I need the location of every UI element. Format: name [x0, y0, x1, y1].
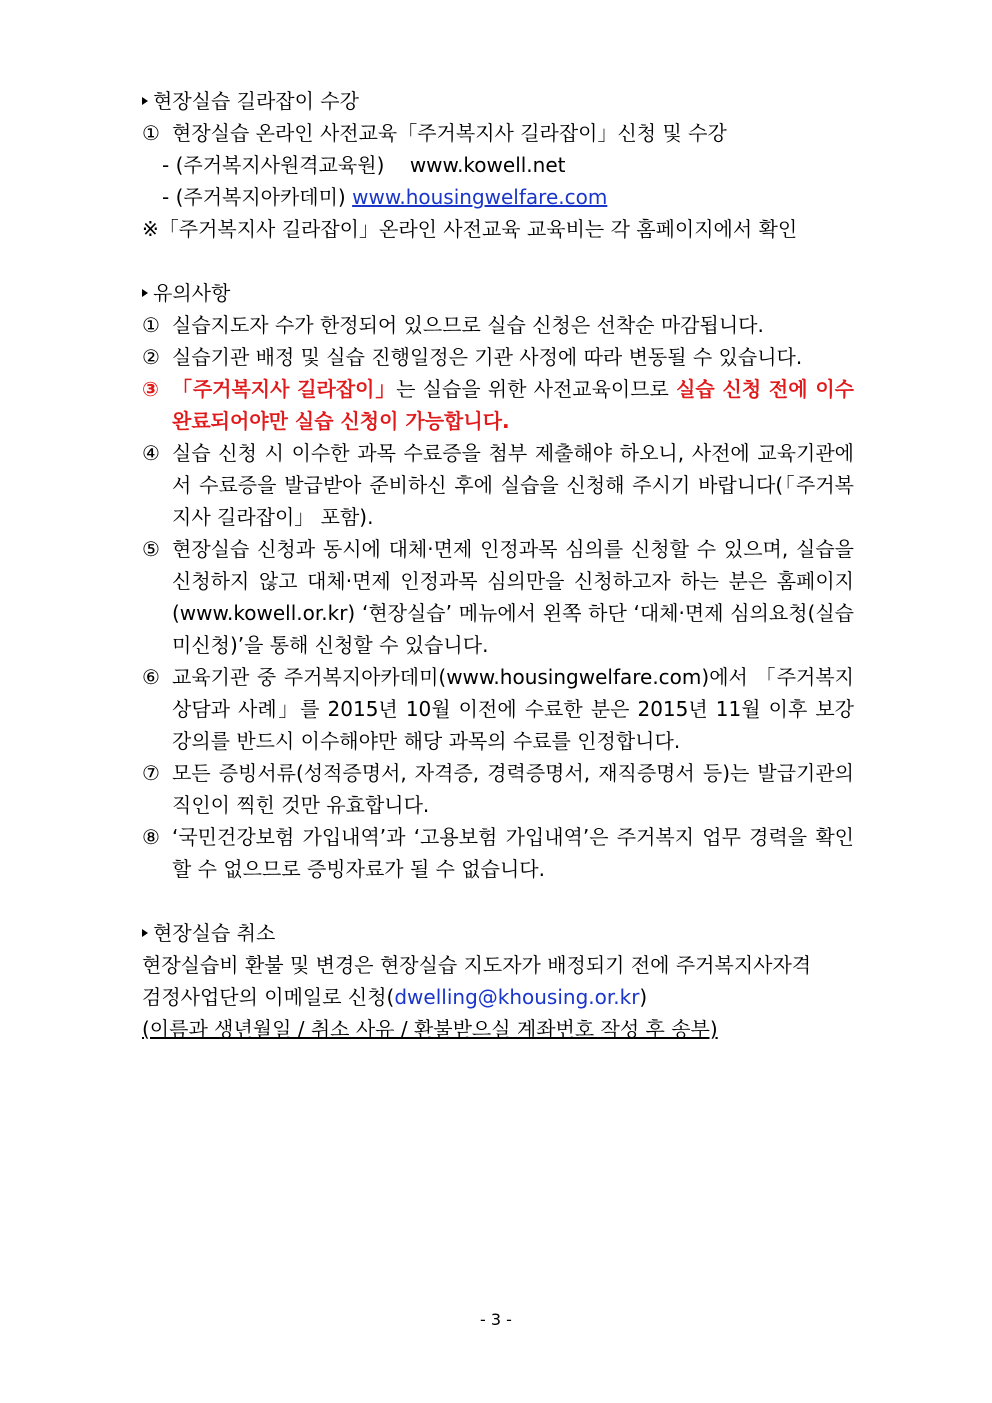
item-number: ① — [142, 313, 160, 337]
list-item — [142, 821, 854, 885]
cancel-text: 현장실습비 환불 및 변경은 현장실습 지도자가 배정되기 전에 주거복지사자격 — [142, 953, 812, 977]
cancel-contact — [142, 981, 854, 1013]
item-text: 현장실습 온라인 사전교육「주거복지사 길라잡이」신청 및 수강 — [172, 121, 727, 145]
list-item — [142, 661, 854, 757]
provider-link[interactable]: www.kowell.net — [409, 153, 566, 177]
warning-text-red: 실습 신청 전에 이수 완료되어야만 실습 신청이 가능합니다. — [172, 377, 854, 433]
provider-line — [142, 149, 854, 181]
item-text-plain: 는 실습을 위한 사전교육이므로 — [396, 377, 677, 401]
item-number: ⑦ — [142, 761, 160, 785]
item-number: ⑤ — [142, 537, 160, 561]
item-number: ③ — [142, 377, 159, 401]
triangle-bullet-icon — [142, 929, 148, 937]
page-number: - 3 - — [480, 1310, 512, 1329]
fee-note: ※「주거복지사 길라잡이」온라인 사전교육 교육비는 각 홈페이지에서 확인 — [142, 217, 798, 241]
cancel-instructions: (이름과 생년월일 / 취소 사유 / 환불받으실 계좌번호 작성 후 송부) — [142, 1017, 718, 1041]
item-number: ① — [142, 121, 160, 145]
list-item — [142, 341, 854, 373]
section-heading-notes — [142, 277, 854, 309]
item-number: ⑥ — [142, 665, 160, 689]
item-text: 실습 신청 시 이수한 과목 수료증을 첨부 제출해야 하오니, 사전에 교육기관에서 수료증을 발급받아 준비하신 후에 실습을 신청해 주시기 바랍니다(「주거복지사 길라잡이」 포함). — [172, 441, 854, 529]
item-number: ④ — [142, 441, 160, 465]
item-text — [172, 373, 854, 437]
item-text: 모든 증빙서류(성적증명서, 자격증, 경력증명서, 재직증명서 등)는 발급기관의 직인이 찍힌 것만 유효합니다. — [172, 761, 854, 817]
heading-text: 유의사항 — [153, 281, 231, 305]
list-item — [142, 757, 854, 821]
triangle-bullet-icon — [142, 289, 148, 297]
heading-text: 현장실습 취소 — [153, 921, 276, 945]
list-item — [142, 117, 854, 149]
course-title-red: 「주거복지사 길라잡이」 — [172, 377, 397, 401]
heading-text: 현장실습 길라잡이 수강 — [153, 89, 359, 113]
item-text: 현장실습 신청과 동시에 대체·면제 인정과목 심의를 신청할 수 있으며, 실습을 신청하지 않고 대체·면제 인정과목 심의만을 신청하고자 하는 분은 홈페이지(www.kowell.or.kr) ‘현장실습’ 메뉴에서 왼쪽 하단 ‘대체·면제 심의요청(실습 미신청)’을 통해 신청할 수 있습니다. — [172, 537, 854, 657]
item-text: 교육기관 중 주거복지아카데미(www.housingwelfare.com)에서 「주거복지 상담과 사례」를 2015년 10월 이전에 수료한 분은 2015년 11월 이후 보강 강의를 반드시 이수해야만 해당 과목의 수료를 인정합니다. — [172, 665, 854, 753]
list-item — [142, 437, 854, 533]
item-number: ⑧ — [142, 825, 160, 849]
section-heading-cancel — [142, 917, 854, 949]
triangle-bullet-icon — [142, 97, 148, 105]
list-item-warning — [142, 373, 854, 437]
provider-label: - (주거복지아카데미) — [162, 185, 346, 209]
provider-link[interactable]: www.housingwelfare.com — [352, 185, 608, 209]
provider-label: - (주거복지사원격교육원) — [162, 153, 385, 177]
email-link[interactable]: dwelling@khousing.or.kr — [394, 985, 640, 1009]
item-text: ‘국민건강보험 가입내역’과 ‘고용보험 가입내역’은 주거복지 업무 경력을 확인할 수 없으므로 증빙자료가 될 수 없습니다. — [172, 825, 854, 881]
document-page — [142, 85, 854, 1045]
contact-text: 검정사업단의 이메일로 신청( — [142, 985, 395, 1009]
section-heading-course — [142, 85, 854, 117]
provider-line — [142, 181, 854, 213]
list-item — [142, 309, 854, 341]
list-item — [142, 533, 854, 661]
item-text: 실습지도자 수가 한정되어 있으므로 실습 신청은 선착순 마감됩니다. — [172, 313, 764, 337]
item-number: ② — [142, 345, 160, 369]
contact-text-close: ) — [639, 985, 648, 1009]
item-text: 실습기관 배정 및 실습 진행일정은 기관 사정에 따라 변동될 수 있습니다. — [172, 345, 803, 369]
